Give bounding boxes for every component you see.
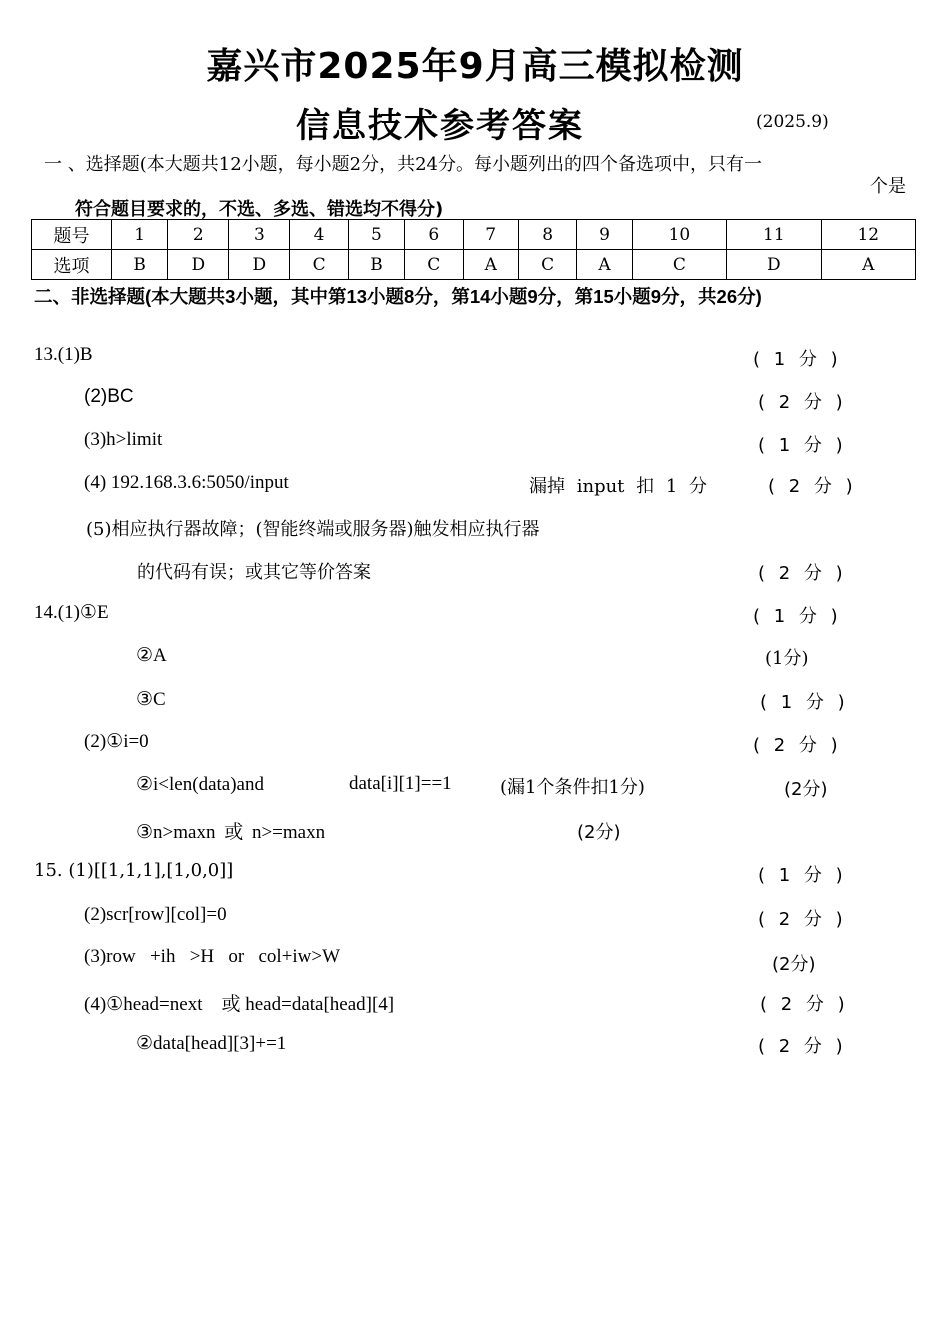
q14-2c-score: (2分) (577, 822, 621, 843)
answer-cell: D (727, 250, 821, 280)
answer-cell: B (112, 250, 168, 280)
answer-cell: A (577, 250, 632, 280)
q14-2b-score: (2分) (784, 779, 828, 800)
section1-instruction-line2: 个是 (870, 176, 906, 197)
q14-2c-answer: ③n>maxn 或 n>=maxn (136, 822, 326, 843)
q14-2b-note: (漏1个条件扣1分) (500, 777, 645, 798)
answer-cell: C (405, 250, 463, 280)
q13-1-answer: 13.(1)B (34, 344, 93, 365)
q13-2-answer: (2)BC (84, 386, 134, 407)
question-number-cell: 11 (727, 220, 821, 250)
q14-1c-score: ( 1 分 ) (760, 692, 849, 713)
q13-5-score: ( 2 分 ) (758, 563, 847, 584)
question-number-cell: 8 (518, 220, 576, 250)
q13-4-answer: (4) 192.168.3.6:5050/input (84, 472, 289, 493)
q13-1-score: ( 1 分 ) (753, 349, 842, 370)
page-subtitle: 信息技术参考答案 (296, 106, 584, 146)
section2-title: 二、非选择题(本大题共3小题，其中第13小题8分，第14小题9分，第15小题9分，共26分) (34, 286, 762, 307)
answer-cell: C (518, 250, 576, 280)
table-header-number: 题号 (32, 220, 112, 250)
q13-3-answer: (3)h>limit (84, 429, 163, 450)
q14-1c-answer: ③C (136, 689, 166, 710)
q13-2-score: ( 2 分 ) (758, 392, 847, 413)
q14-2b-answer-part2: data[i][1]==1 (349, 773, 452, 794)
q13-5-answer-line1: (5)相应执行器故障；(智能终端或服务器)触发相应执行器 (86, 519, 540, 540)
q13-4-note: 漏掉 input 扣 1 分 (529, 476, 708, 497)
table-row-answers (32, 250, 916, 280)
question-number-cell: 9 (577, 220, 632, 250)
question-number-cell: 12 (821, 220, 915, 250)
answer-cell: C (632, 250, 726, 280)
q15-4a-score: ( 2 分 ) (760, 994, 849, 1015)
question-number-cell: 2 (168, 220, 229, 250)
question-number-cell: 7 (463, 220, 518, 250)
q14-1a-score: ( 1 分 ) (753, 606, 842, 627)
table-header-answer: 选项 (32, 250, 112, 280)
question-number-cell: 6 (405, 220, 463, 250)
answer-cell: A (821, 250, 915, 280)
q13-3-score: ( 1 分 ) (758, 435, 847, 456)
q13-4-score: ( 2 分 ) (768, 476, 857, 497)
q14-1b-answer: ②A (136, 645, 167, 666)
q15-4b-score: ( 2 分 ) (758, 1036, 847, 1057)
answer-table (31, 219, 916, 280)
table-row-numbers (32, 220, 916, 250)
q15-4a-answer: (4)①head=next 或 head=data[head][4] (84, 994, 395, 1015)
q15-3-score: (2分) (772, 954, 816, 975)
answer-cell: D (229, 250, 290, 280)
question-number-cell: 1 (112, 220, 168, 250)
q14-2a-score: ( 2 分 ) (753, 735, 842, 756)
q15-2-score: ( 2 分 ) (758, 909, 847, 930)
question-number-cell: 3 (229, 220, 290, 250)
q13-5-answer-line2: 的代码有误；或其它等价答案 (137, 562, 371, 583)
q14-2a-answer: (2)①i=0 (84, 731, 149, 752)
question-number-cell: 5 (348, 220, 404, 250)
q15-1-answer: 15. (1)[[1,1,1],[1,0,0]] (34, 860, 234, 881)
page-title: 嘉兴市2025年9月高三模拟检测 (206, 46, 744, 87)
answer-cell: D (168, 250, 229, 280)
q15-2-answer: (2)scr[row][col]=0 (84, 904, 227, 925)
exam-date: (2025.9) (756, 112, 829, 132)
q14-2b-answer-part1: ②i<len(data)and (136, 774, 264, 795)
q15-4b-answer: ②data[head][3]+=1 (136, 1033, 287, 1054)
q15-1-score: ( 1 分 ) (758, 865, 847, 886)
question-number-cell: 4 (290, 220, 348, 250)
q15-3-answer: (3)row +ih >H or col+iw>W (84, 946, 341, 967)
section1-instruction-line1: 一 、选择题(本大题共12小题，每小题2分，共24分。每小题列出的四个备选项中，只有一 (44, 154, 763, 175)
answer-cell: A (463, 250, 518, 280)
answer-cell: B (348, 250, 404, 280)
question-number-cell: 10 (632, 220, 726, 250)
q14-1a-answer: 14.(1)①E (34, 602, 109, 623)
section1-instruction-line3: 符合题目要求的，不选、多选、错选均不得分) (75, 199, 444, 220)
answer-cell: C (290, 250, 348, 280)
q14-1b-score: (1分) (765, 648, 809, 669)
